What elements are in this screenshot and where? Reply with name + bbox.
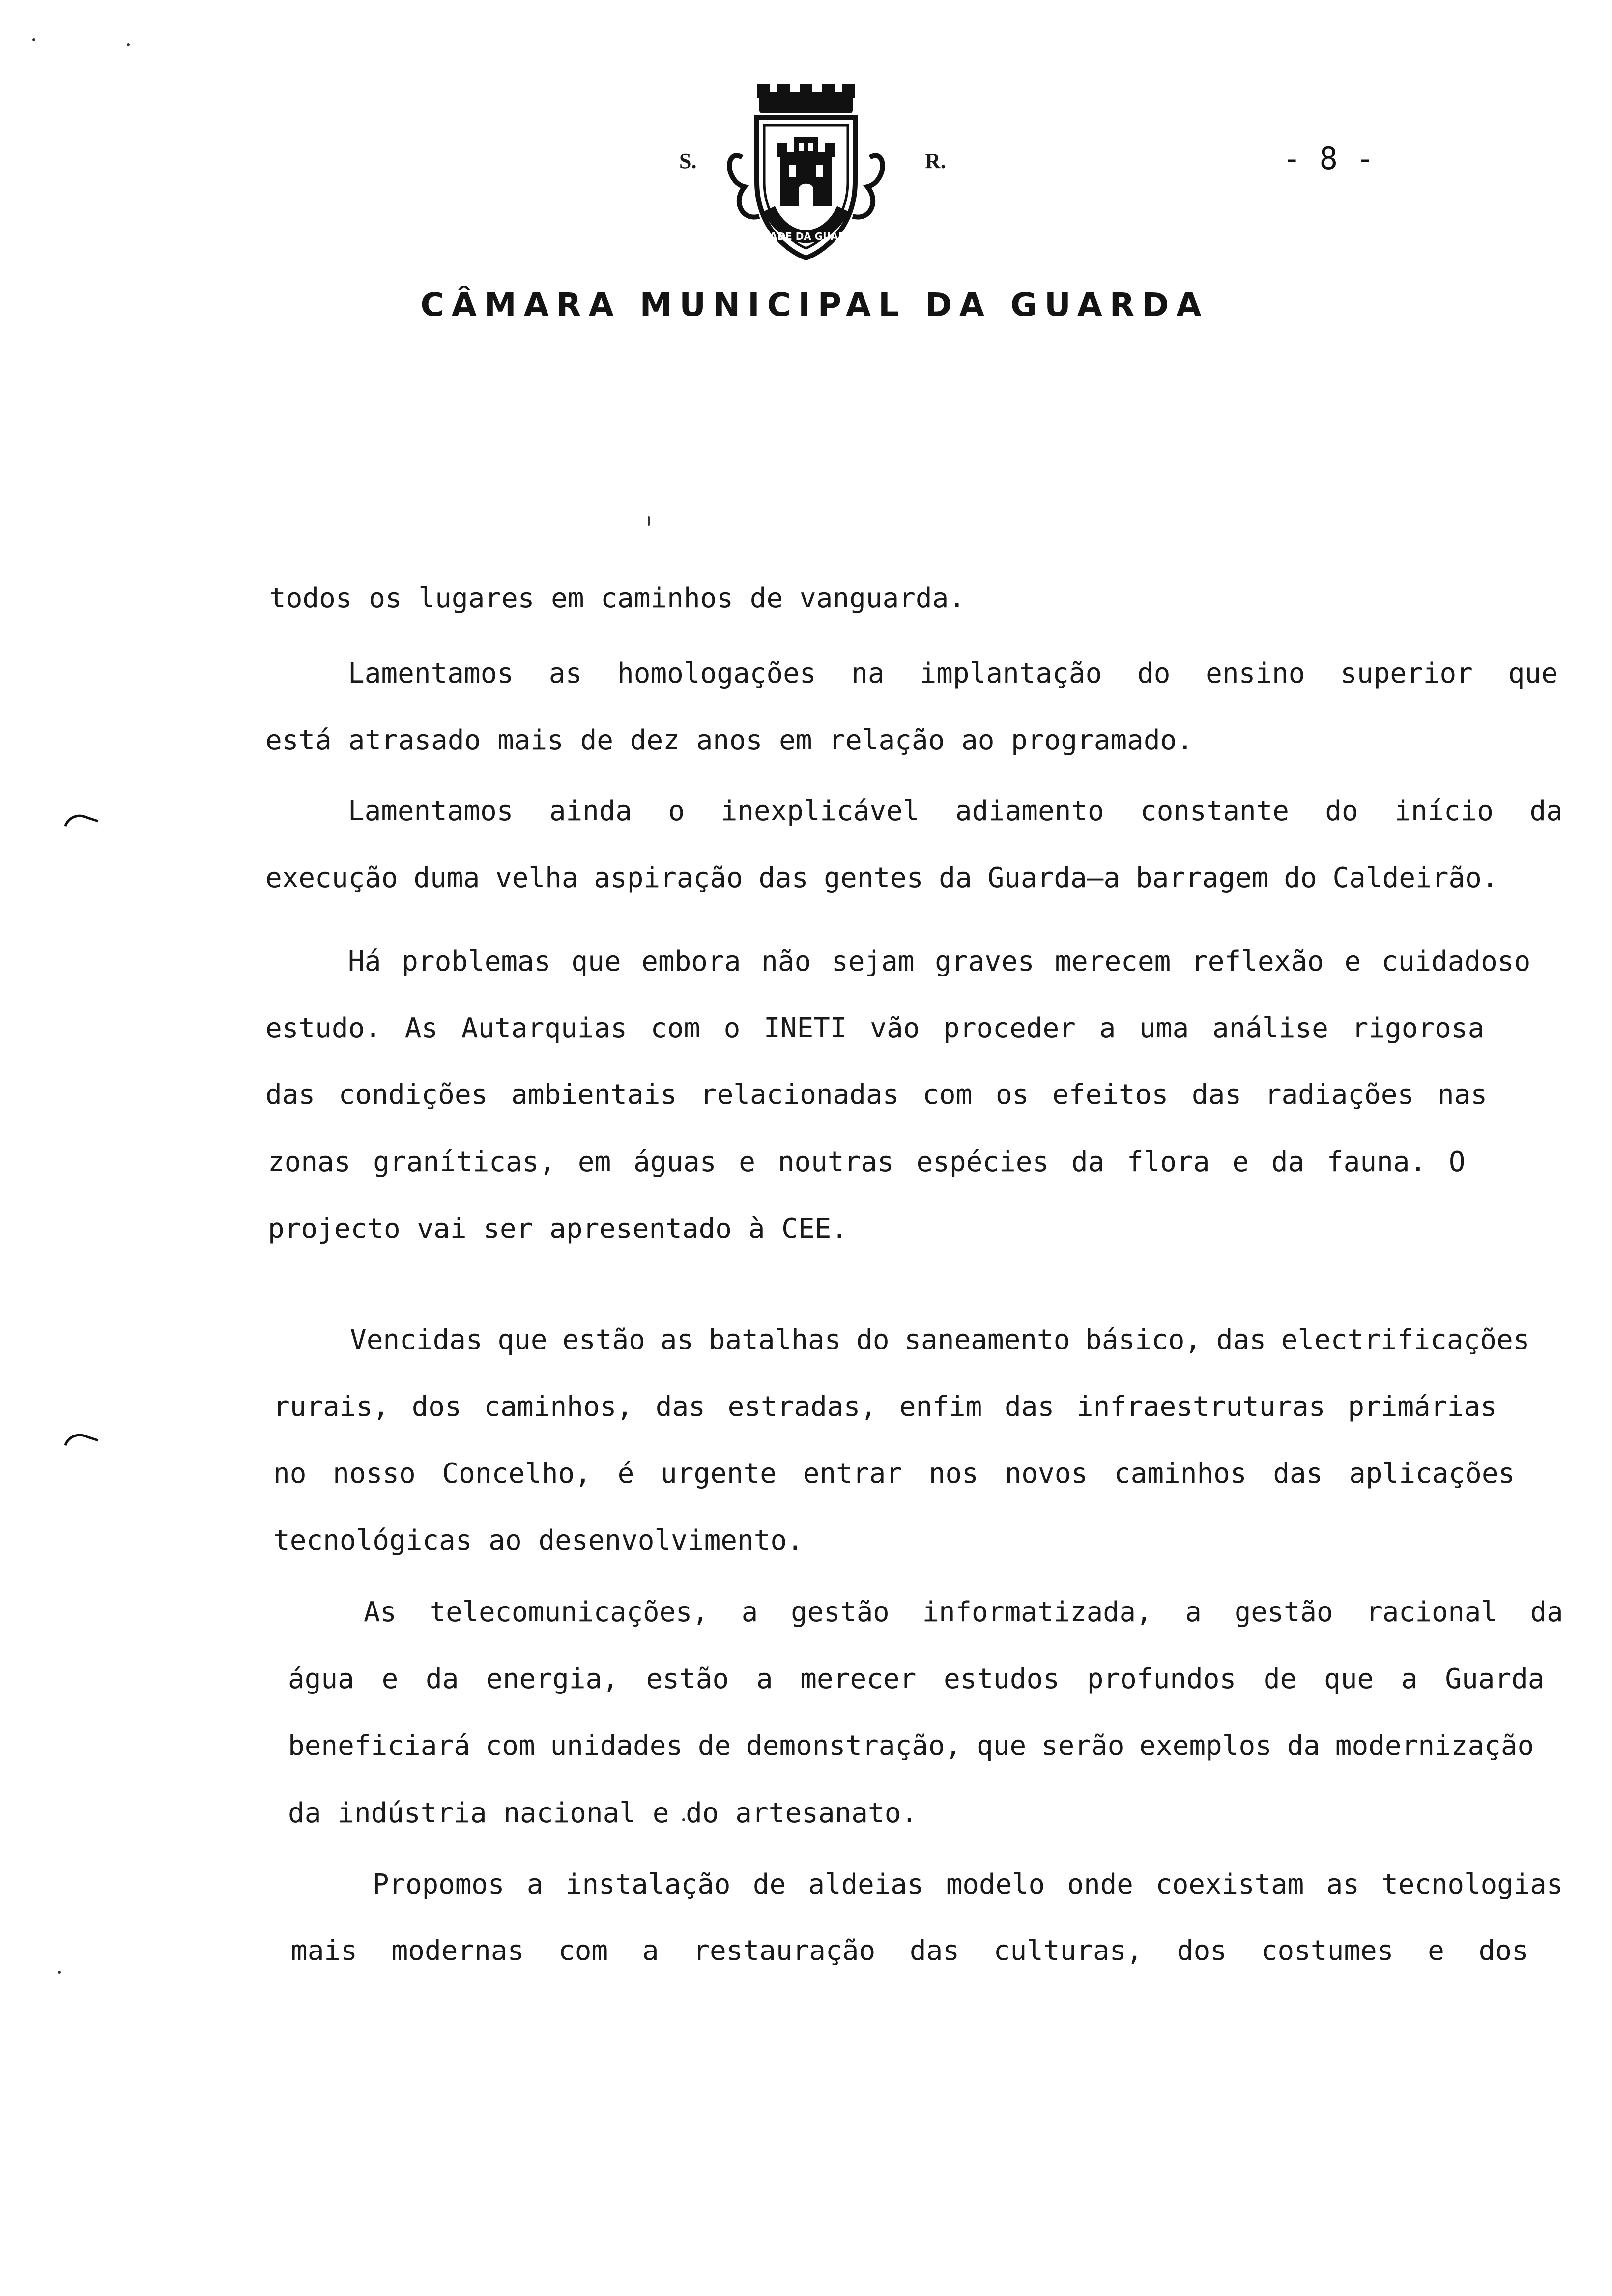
body-line: execução duma velha aspiração das gentes da Guarda—a barragem do Caldeirão. xyxy=(265,862,1498,894)
margin-bracket-mark xyxy=(64,1430,98,1455)
body-line: Vencidas que estão as batalhas do saneamento básico, das electrificações xyxy=(350,1324,1530,1356)
body-line: rurais, dos caminhos, das estradas, enfim das infraestruturas primárias xyxy=(273,1391,1497,1423)
body-line: todos os lugares em caminhos de vanguarda. xyxy=(269,582,966,614)
header-letter-r: R. xyxy=(925,149,946,173)
body-line: água e da energia, estão a merecer estudos profundos de que a Guarda xyxy=(288,1663,1545,1695)
page-number: - 8 - xyxy=(1283,141,1375,176)
seal-motto: CIDADE DA GUARDA xyxy=(750,230,862,242)
body-line: Há problemas que embora não sejam graves merecem reflexão e cuidadoso xyxy=(348,946,1531,977)
margin-bracket-mark xyxy=(64,810,98,835)
body-line: estudo. As Autarquias com o INETI vão proceder a uma análise rigorosa xyxy=(265,1012,1485,1044)
body-line: Propomos a instalação de aldeias modelo onde coexistam as tecnologias xyxy=(373,1868,1563,1900)
body-line: está atrasado mais de dez anos em relação ao programado. xyxy=(265,724,1194,756)
header-letter-s: S. xyxy=(679,149,697,173)
body-line: beneficiará com unidades de demonstração, que serão exemplos da modernização xyxy=(288,1730,1534,1762)
city-seal-icon xyxy=(722,84,890,270)
body-line: Lamentamos as homologações na implantação do ensino superior que xyxy=(348,658,1558,689)
body-line: projecto vai ser apresentado à CEE. xyxy=(268,1213,848,1245)
body-line: Lamentamos ainda o inexplicável adiamento constante do início da xyxy=(348,795,1563,827)
body-line: mais modernas com a restauração das culturas, dos costumes e dos xyxy=(291,1935,1528,1967)
institution-name: CÂMARA MUNICIPAL DA GUARDA xyxy=(420,286,1209,324)
body-line: zonas graníticas, em águas e noutras espécies da flora e da fauna. O xyxy=(268,1146,1466,1178)
scan-speck xyxy=(648,516,650,526)
scan-speck xyxy=(32,38,35,41)
body-line: das condições ambientais relacionadas com os efeitos das radiações nas xyxy=(265,1079,1488,1111)
scan-speck xyxy=(127,43,130,46)
body-line: tecnológicas ao desenvolvimento. xyxy=(273,1524,804,1556)
scan-speck xyxy=(58,1971,61,1974)
body-line: no nosso Concelho, é urgente entrar nos novos caminhos das aplicações xyxy=(273,1458,1515,1490)
body-line: da indústria nacional e do artesanato. xyxy=(288,1797,918,1829)
body-line: As telecomunicações, a gestão informatizada, a gestão racional da xyxy=(364,1596,1563,1628)
